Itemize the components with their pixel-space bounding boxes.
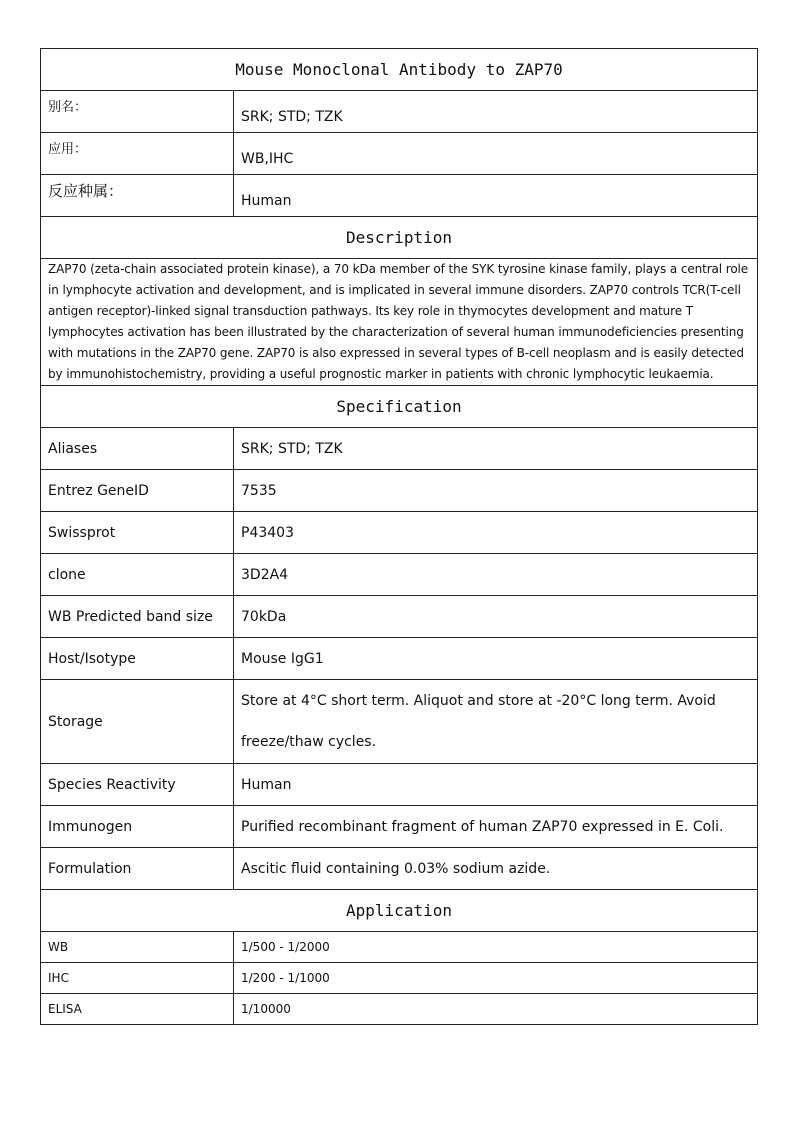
spec-value: 70kDa xyxy=(234,596,758,638)
spec-value: Mouse IgG1 xyxy=(234,638,758,680)
spec-row xyxy=(41,554,758,596)
spec-row xyxy=(41,638,758,680)
application-row xyxy=(41,994,758,1025)
spec-row xyxy=(41,428,758,470)
spec-value: 3D2A4 xyxy=(234,554,758,596)
spec-row xyxy=(41,764,758,806)
product-title: Mouse Monoclonal Antibody to ZAP70 xyxy=(41,49,758,91)
spec-row xyxy=(41,680,758,764)
spec-label: Entrez GeneID xyxy=(41,470,234,512)
application-value: 1/10000 xyxy=(234,994,758,1025)
application-value: 1/500 - 1/2000 xyxy=(234,932,758,963)
spec-value: P43403 xyxy=(234,512,758,554)
spec-label: Species Reactivity xyxy=(41,764,234,806)
spec-row xyxy=(41,470,758,512)
spec-row xyxy=(41,512,758,554)
alias-row xyxy=(41,91,758,133)
application-label: ELISA xyxy=(41,994,234,1025)
spec-value: 7535 xyxy=(234,470,758,512)
application-label: IHC xyxy=(41,963,234,994)
spec-label: clone xyxy=(41,554,234,596)
spec-value: SRK; STD; TZK xyxy=(234,428,758,470)
spec-value: Purified recombinant fragment of human ZAP70 expressed in E. Coli. xyxy=(234,806,758,848)
spec-row xyxy=(41,596,758,638)
application-summary-row xyxy=(41,133,758,175)
application-row xyxy=(41,932,758,963)
alias-value: SRK; STD; TZK xyxy=(234,91,758,133)
description-heading: Description xyxy=(41,217,758,259)
application-summary-value: WB,IHC xyxy=(234,133,758,175)
spec-value: Store at 4°C short term. Aliquot and store at -20°C long term. Avoid freeze/thaw cycles. xyxy=(234,680,758,764)
spec-label: Immunogen xyxy=(41,806,234,848)
spec-value: Ascitic fluid containing 0.03% sodium azide. xyxy=(234,848,758,890)
spec-label: WB Predicted band size xyxy=(41,596,234,638)
specification-heading: Specification xyxy=(41,386,758,428)
spec-label: Storage xyxy=(41,680,234,764)
spec-row xyxy=(41,806,758,848)
application-label: WB xyxy=(41,932,234,963)
species-summary-label: 反应种属： xyxy=(41,175,234,217)
application-value: 1/200 - 1/1000 xyxy=(234,963,758,994)
spec-label: Swissprot xyxy=(41,512,234,554)
spec-label: Formulation xyxy=(41,848,234,890)
alias-label: 别名： xyxy=(41,91,234,133)
description-text: ZAP70 (zeta-chain associated protein kinase), a 70 kDa member of the SYK tyrosine kinase family, plays a central role in lymphocyte activation and development, and is implicated in several immune disorders. ZAP70 controls TCR(T-cell antigen receptor)-linked signal transduction pathways. Its key role in thymocytes development and mature T lymphocytes activation has been illustrated by the characterization of several human immunodeficiencies presenting with mutations in the ZAP70 gene. ZAP70 is also expressed in several types of B-cell neoplasm and is easily detected by immunohistochemistry, providing a useful prognostic marker in patients with chronic lymphocytic leukaemia. xyxy=(41,259,758,386)
species-summary-row xyxy=(41,175,758,217)
application-heading: Application xyxy=(41,890,758,932)
species-summary-value: Human xyxy=(234,175,758,217)
spec-label: Host/Isotype xyxy=(41,638,234,680)
spec-value: Human xyxy=(234,764,758,806)
spec-label: Aliases xyxy=(41,428,234,470)
application-row xyxy=(41,963,758,994)
spec-row xyxy=(41,848,758,890)
application-summary-label: 应用： xyxy=(41,133,234,175)
datasheet-table xyxy=(40,48,758,1025)
